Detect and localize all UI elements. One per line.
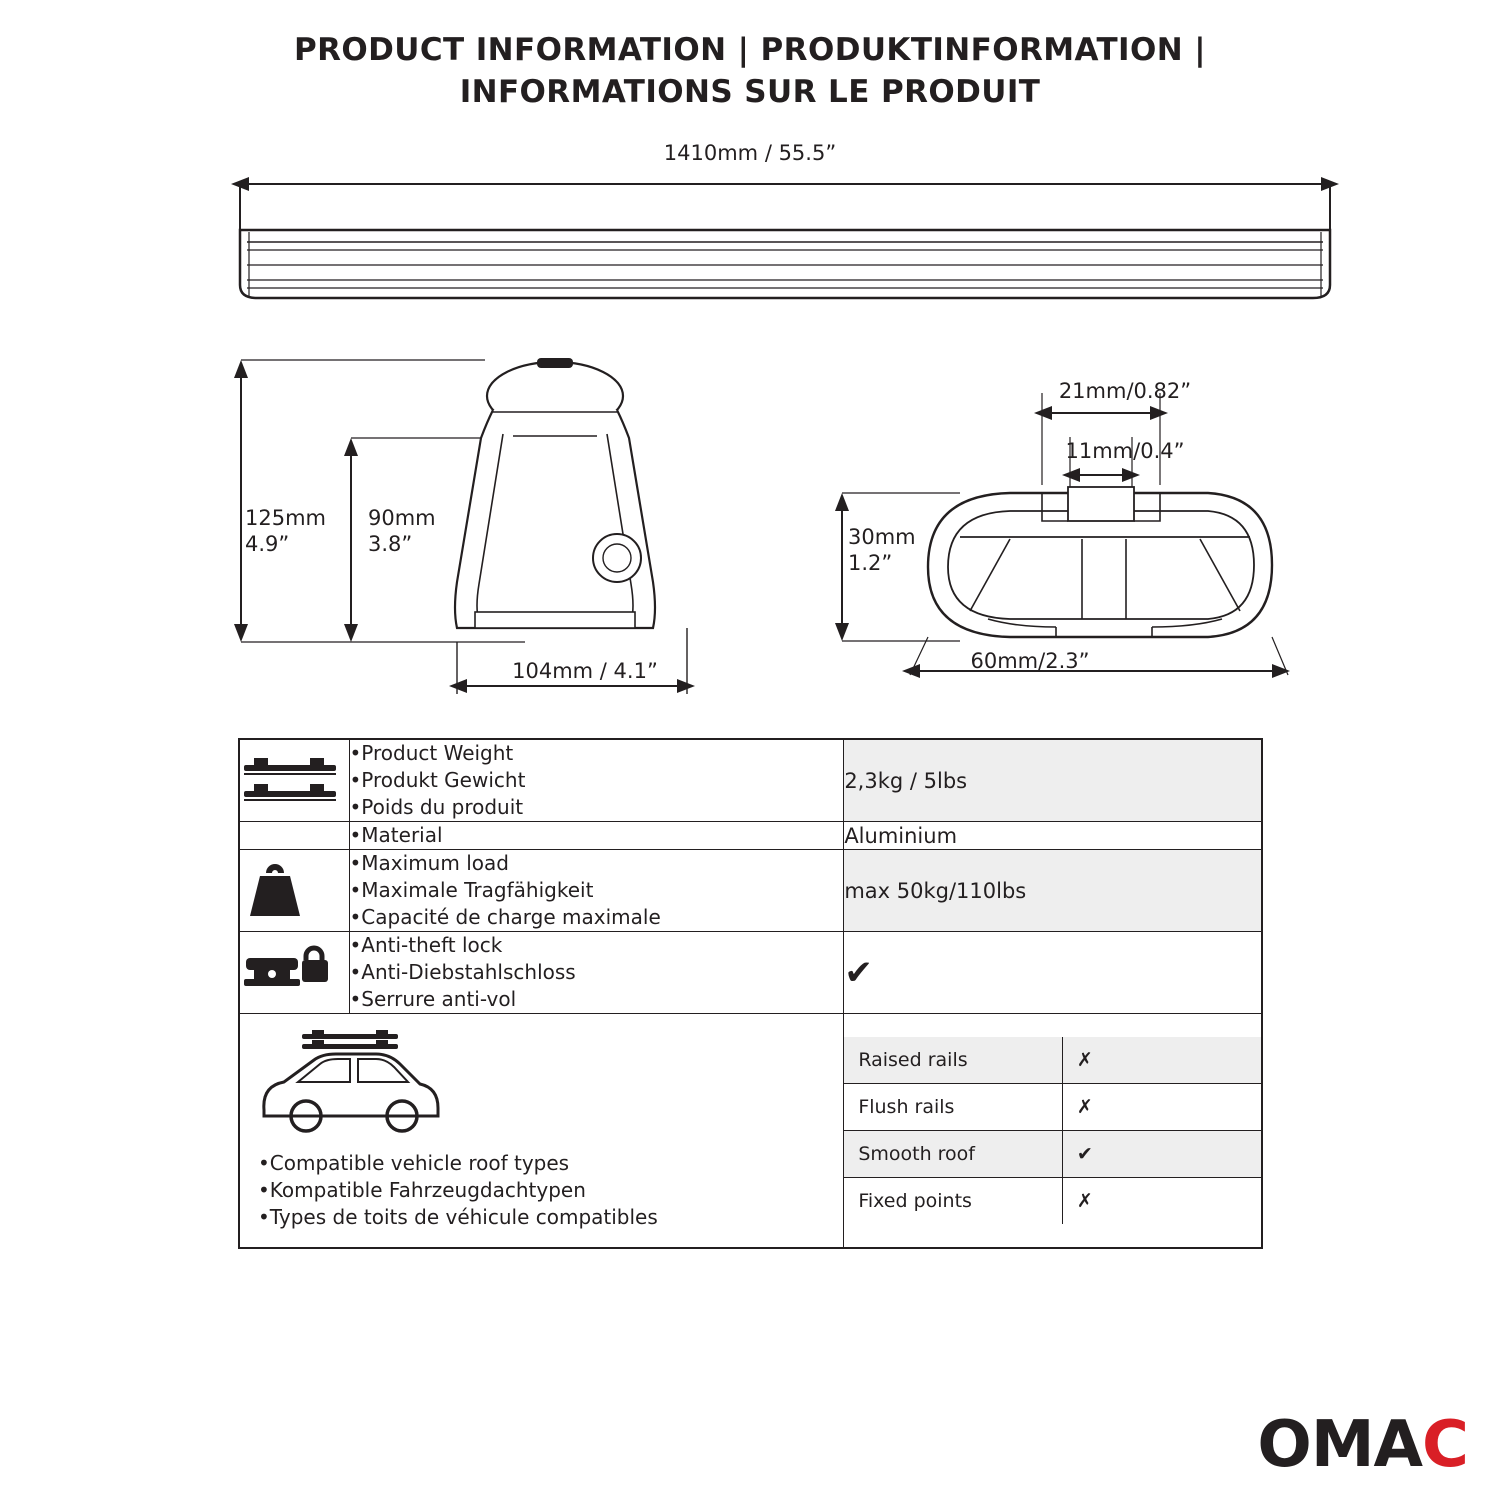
foot-inner-height-label: 90mm 3.8” [368, 506, 436, 557]
profile-width-label: 60mm/2.3” [970, 649, 1090, 673]
page-title-line-2: INFORMATIONS SUR LE PRODUIT [459, 73, 1041, 110]
logo-text-omа: OMA [1257, 1408, 1423, 1482]
material-value: Aluminium [844, 822, 1262, 850]
list-item [844, 1037, 1261, 1084]
product-weight-value: 2,3kg / 5lbs [844, 739, 1262, 822]
roof-type-support: ✗ [1062, 1037, 1261, 1084]
specification-table [238, 738, 1263, 1249]
lock-icon [239, 932, 349, 1014]
profile-top-slot-label: 21mm/0.82” [1058, 379, 1192, 403]
foot-total-height-label: 125mm 4.9” [245, 506, 326, 557]
car-with-rack-icon [250, 1026, 833, 1136]
anti-theft-lock-value [844, 932, 1262, 1014]
roof-type-support: ✗ [1062, 1178, 1261, 1225]
roof-types-cell [239, 1014, 844, 1249]
profile-height-label: 30mm 1.2” [848, 525, 916, 576]
roof-type-support: ✔ [1062, 1131, 1261, 1178]
roof-type-name: Fixed points [844, 1178, 1062, 1225]
crossbar-top-view [225, 170, 1345, 330]
roof-type-support: ✗ [1062, 1084, 1261, 1131]
checkmark-icon: ✔ [844, 952, 873, 993]
logo-text-c: C [1422, 1408, 1468, 1482]
table-row [239, 850, 1262, 932]
product-weight-labels: •Product Weight •Produkt Gewicht •Poids du produit [349, 739, 844, 822]
max-load-value: max 50kg/110lbs [844, 850, 1262, 932]
anti-theft-lock-labels: •Anti-theft lock •Anti-Diebstahlschloss •Serrure anti-vol [349, 932, 844, 1014]
omac-logo [1257, 1408, 1468, 1482]
roof-types-labels: •Compatible vehicle roof types •Kompatible Fahrzeugdachtypen •Types de toits de véhicule compatibles [258, 1151, 658, 1229]
weight-icon [239, 850, 349, 932]
max-load-labels: •Maximum load •Maximale Tragfähigkeit •Capacité de charge maximale [349, 850, 844, 932]
page-title-line-1: PRODUCT INFORMATION | PRODUKTINFORMATION | [294, 32, 1206, 68]
table-row [239, 739, 1262, 822]
profile-inner-slot-label: 11mm/0.4” [1065, 439, 1185, 463]
foot-width-label: 104mm / 4.1” [512, 659, 658, 683]
list-item [844, 1178, 1261, 1225]
roof-types-matrix [844, 1014, 1262, 1249]
material-icon-empty [239, 822, 349, 850]
crossbars-icon [239, 739, 349, 822]
roof-type-name: Raised rails [844, 1037, 1062, 1084]
page-title [0, 30, 1500, 114]
table-row [239, 822, 1262, 850]
roof-types-subtable [844, 1037, 1261, 1224]
list-item [844, 1131, 1261, 1178]
table-row [239, 932, 1262, 1014]
list-item [844, 1084, 1261, 1131]
bar-length-label: 1410mm / 55.5” [663, 141, 837, 165]
roof-type-name: Smooth roof [844, 1131, 1062, 1178]
table-row [239, 1014, 1262, 1249]
roof-type-name: Flush rails [844, 1084, 1062, 1131]
material-labels: •Material [349, 822, 844, 850]
